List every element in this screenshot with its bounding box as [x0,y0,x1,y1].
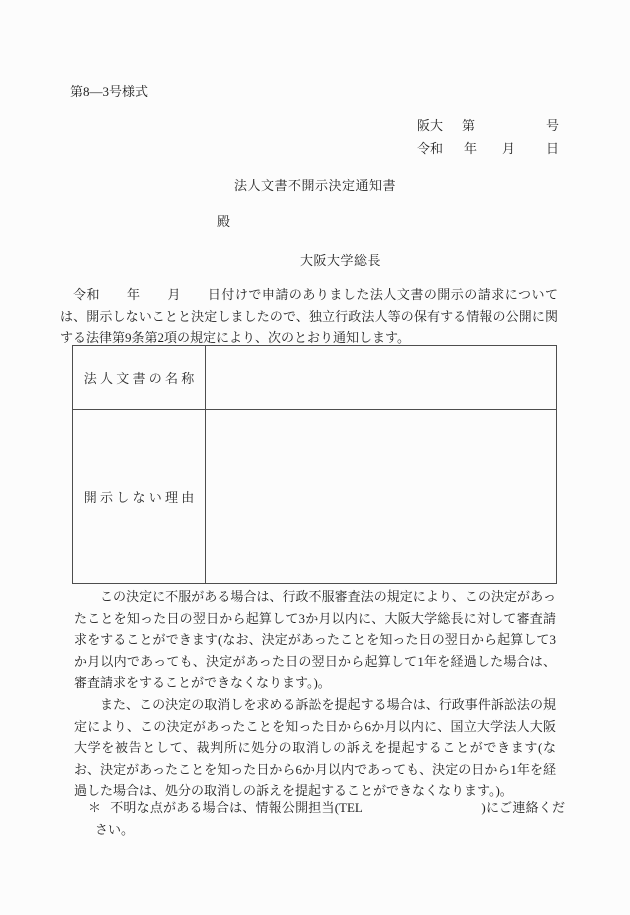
date-day-label: 日 [546,141,560,156]
legal-notes [74,586,556,802]
document-date-line [417,138,559,159]
document-number-suffix: 号 [546,118,560,133]
nondisclosure-reason-label: 開 示 し な い 理 由 [73,410,206,584]
document-title: 法人文書不開示決定通知書 [233,178,396,193]
table-row-nondisclosure-reason [73,410,557,584]
document-number-line [417,115,559,136]
addressee-honorific: 殿 [217,214,231,229]
document-number-prefix: 第 [462,118,476,133]
sender-name: 大阪大学総長 [300,253,382,268]
form-number: 第8—3号様式 [70,84,149,99]
date-era: 令和 [417,141,444,156]
document-number-org: 阪大 [417,118,444,133]
asterisk-marker: ＊ [88,800,102,815]
contact-footnote-text: 不明な点がある場合は、情報公開担当(TEL )にご連絡ください。 [95,800,565,837]
notification-body-paragraph: 令和 年 月 日付けで申請のありました法人文書の開示の請求については、開示しないことと決定しましたので、独立行政法人等の保有する情報の公開に関する法律第9条第2項の規定により、次のとおり通知します。 [60,287,558,345]
document-name-value-cell [206,346,557,410]
table-row-document-name [73,346,557,410]
disclosure-table [72,345,557,584]
date-month-label: 月 [502,141,516,156]
appeal-note-paragraph: この決定に不服がある場合は、行政不服審査法の規定により、この決定があったことを知った日の翌日から起算して3か月以内に、大阪大学総長に対して審査請求をすることができます(なお、決定があったことを知った日の翌日から起算して3か月以内であっても、決定があった日の翌日から起算して1年を経過した場合は、審査請求をすることができなくなります。)。 [74,589,556,691]
contact-footnote [88,797,565,840]
date-year-label: 年 [464,141,478,156]
nondisclosure-reason-value-cell [206,410,557,584]
lawsuit-note-paragraph: また、この決定の取消しを求める訴訟を提起する場合は、行政事件訴訟法の規定により、この決定があったことを知った日から6か月以内に、国立大学法人大阪大学を被告として、裁判所に処分の取消しの訴えを提起することができます(なお、決定があったことを知った日から6か月以内であっても、決定の日から1年を経過した場合は、処分の取消しの訴えを提起することができなくなります。)。 [74,696,556,799]
document-name-label: 法 人 文 書 の 名 称 [73,346,206,410]
